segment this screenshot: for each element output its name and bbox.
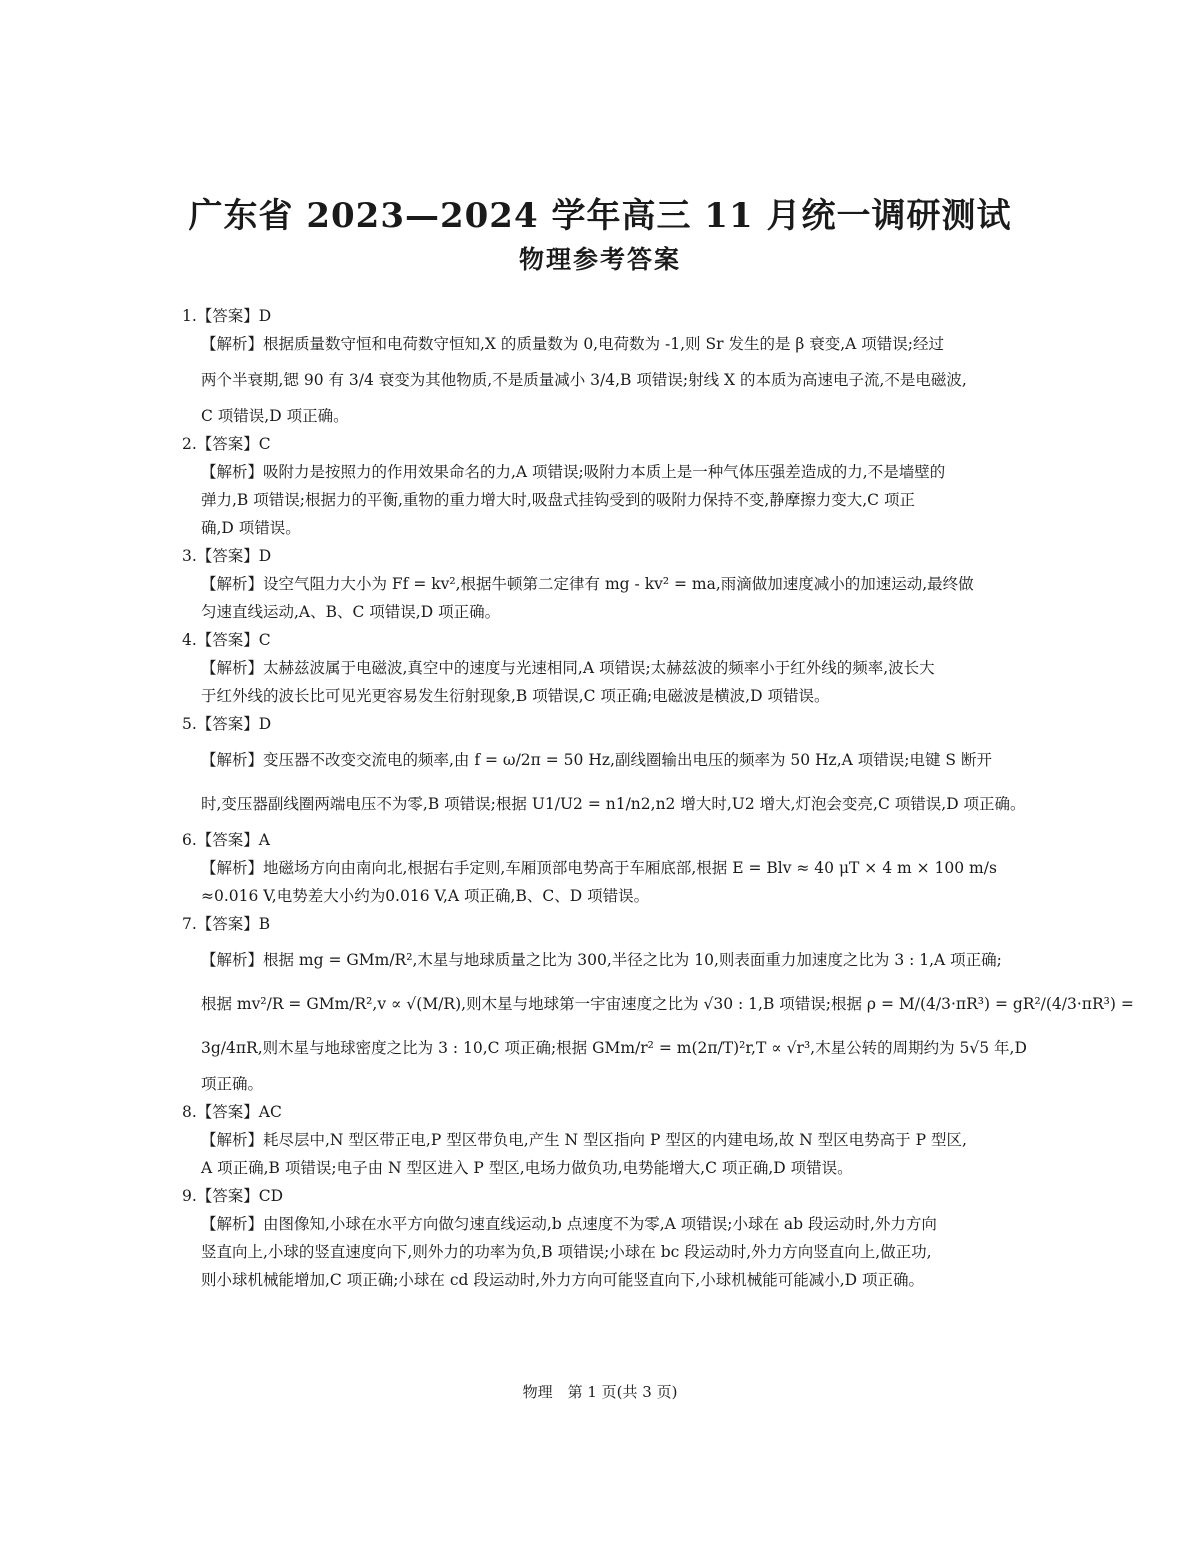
answer-line: 6.【答案】A [182,831,270,849]
answer-line: 8.【答案】AC [182,1103,282,1121]
explanation [201,1126,1022,1182]
explanation [201,854,1022,910]
explanation [201,570,1022,626]
explanation-line: A 项正确,B 项错误;电子由 N 型区进入 P 型区,电场力做负功,电势能增大,C 项正确,D 项错误。 [201,1159,853,1177]
explanation-line: C 项错误,D 项正确。 [201,407,349,425]
explanation-line: 确,D 项错误。 [201,519,301,537]
question-1 [182,302,1022,430]
explanation-line: 根据 mv²/R = GMm/R²,v ∝ √(M/R),则木星与地球第一宇宙速度之比为 √30 : 1,B 项错误;根据 ρ = M/(4/3·πR³) = gR²/(4/3·πR³) = [201,995,1134,1013]
explanation-line: 则小球机械能增加,C 项正确;小球在 cd 段运动时,外力方向可能竖直向下,小球机械能可能减小,D 项正确。 [201,1271,925,1289]
page-footer: 物理 第 1 页(共 3 页) [522,1383,678,1401]
question-2 [182,430,1022,542]
explanation [201,458,1022,542]
question-5 [182,710,1026,826]
explanation-line: 【解析】吸附力是按照力的作用效果命名的力,A 项错误;吸附力本质上是一种气体压强差造成的力,不是墙壁的 [201,463,946,481]
explanation [201,654,1022,710]
explanation-line: 3g/4πR,则木星与地球密度之比为 3 : 10,C 项正确;根据 GMm/r² = m(2π/T)²r,T ∝ √r³,木星公转的周期约为 5√5 年,D [201,1039,1027,1057]
answer-line: 5.【答案】D [182,715,272,733]
question-6 [182,826,1022,910]
question-3 [182,542,1022,626]
answer-line: 1.【答案】D [182,307,272,325]
explanation [201,1210,1022,1294]
explanation-line: 弹力,B 项错误;根据力的平衡,重物的重力增大时,吸盘式挂钩受到的吸附力保持不变,静摩擦力变大,C 项正 [201,491,915,509]
answer-line: 9.【答案】CD [182,1187,284,1205]
question-8 [182,1098,1022,1182]
explanation-line: ≈0.016 V,电势差大小约为0.016 V,A 项正确,B、C、D 项错误。 [201,887,650,905]
answer-list [182,302,1134,1294]
answer-line: 2.【答案】C [182,435,271,453]
explanation-line: 【解析】耗尽层中,N 型区带正电,P 型区带负电,产生 N 型区指向 P 型区的内建电场,故 N 型区电势高于 P 型区, [201,1131,967,1149]
explanation-line: 【解析】根据 mg = GMm/R²,木星与地球质量之比为 300,半径之比为 10,则表面重力加速度之比为 3 : 1,A 项正确; [201,951,1002,969]
page-title: 广东省 2023—2024 学年高三 11 月统一调研测试 [188,196,1012,236]
answer-line: 3.【答案】D [182,547,272,565]
explanation [201,330,1022,430]
explanation-line: 时,变压器副线圈两端电压不为零,B 项错误;根据 U1/U2 = n1/n2,n2 增大时,U2 增大,灯泡会变亮,C 项错误,D 项正确。 [201,795,1026,813]
explanation-line: 【解析】变压器不改变交流电的频率,由 f = ω/2π = 50 Hz,副线圈输出电压的频率为 50 Hz,A 项错误;电键 S 断开 [201,751,992,769]
explanation-line: 【解析】地磁场方向由南向北,根据右手定则,车厢顶部电势高于车厢底部,根据 E = Blv ≈ 40 μT × 4 m × 100 m/s [201,859,997,877]
explanation-line: 于红外线的波长比可见光更容易发生衍射现象,B 项错误,C 项正确;电磁波是横波,D 项错误。 [201,687,830,705]
question-9 [182,1182,1022,1294]
explanation-line: 【解析】设空气阻力大小为 Ff = kv²,根据牛顿第二定律有 mg - kv² = ma,雨滴做加速度减小的加速运动,最终做 [201,575,974,593]
explanation-line: 【解析】由图像知,小球在水平方向做匀速直线运动,b 点速度不为零,A 项错误;小球在 ab 段运动时,外力方向 [201,1215,937,1233]
explanation [201,738,1026,826]
answer-line: 7.【答案】B [182,915,271,933]
page-subtitle: 物理参考答案 [518,245,681,274]
explanation-line: 竖直向上,小球的竖直速度向下,则外力的功率为负,B 项错误;小球在 bc 段运动时,外力方向竖直向上,做正功, [201,1243,932,1261]
explanation [201,938,1134,1098]
explanation-line: 匀速直线运动,A、B、C 项错误,D 项正确。 [201,603,501,621]
question-4 [182,626,1022,710]
explanation-line: 两个半衰期,锶 90 有 3/4 衰变为其他物质,不是质量减小 3/4,B 项错误;射线 X 的本质为高速电子流,不是电磁波, [201,371,967,389]
answer-line: 4.【答案】C [182,631,271,649]
explanation-line: 【解析】太赫兹波属于电磁波,真空中的速度与光速相同,A 项错误;太赫兹波的频率小于红外线的频率,波长大 [201,659,935,677]
explanation-line: 【解析】根据质量数守恒和电荷数守恒知,X 的质量数为 0,电荷数为 -1,则 Sr 发生的是 β 衰变,A 项错误;经过 [201,335,945,353]
question-7 [182,910,1134,1098]
explanation-line: 项正确。 [201,1075,264,1093]
